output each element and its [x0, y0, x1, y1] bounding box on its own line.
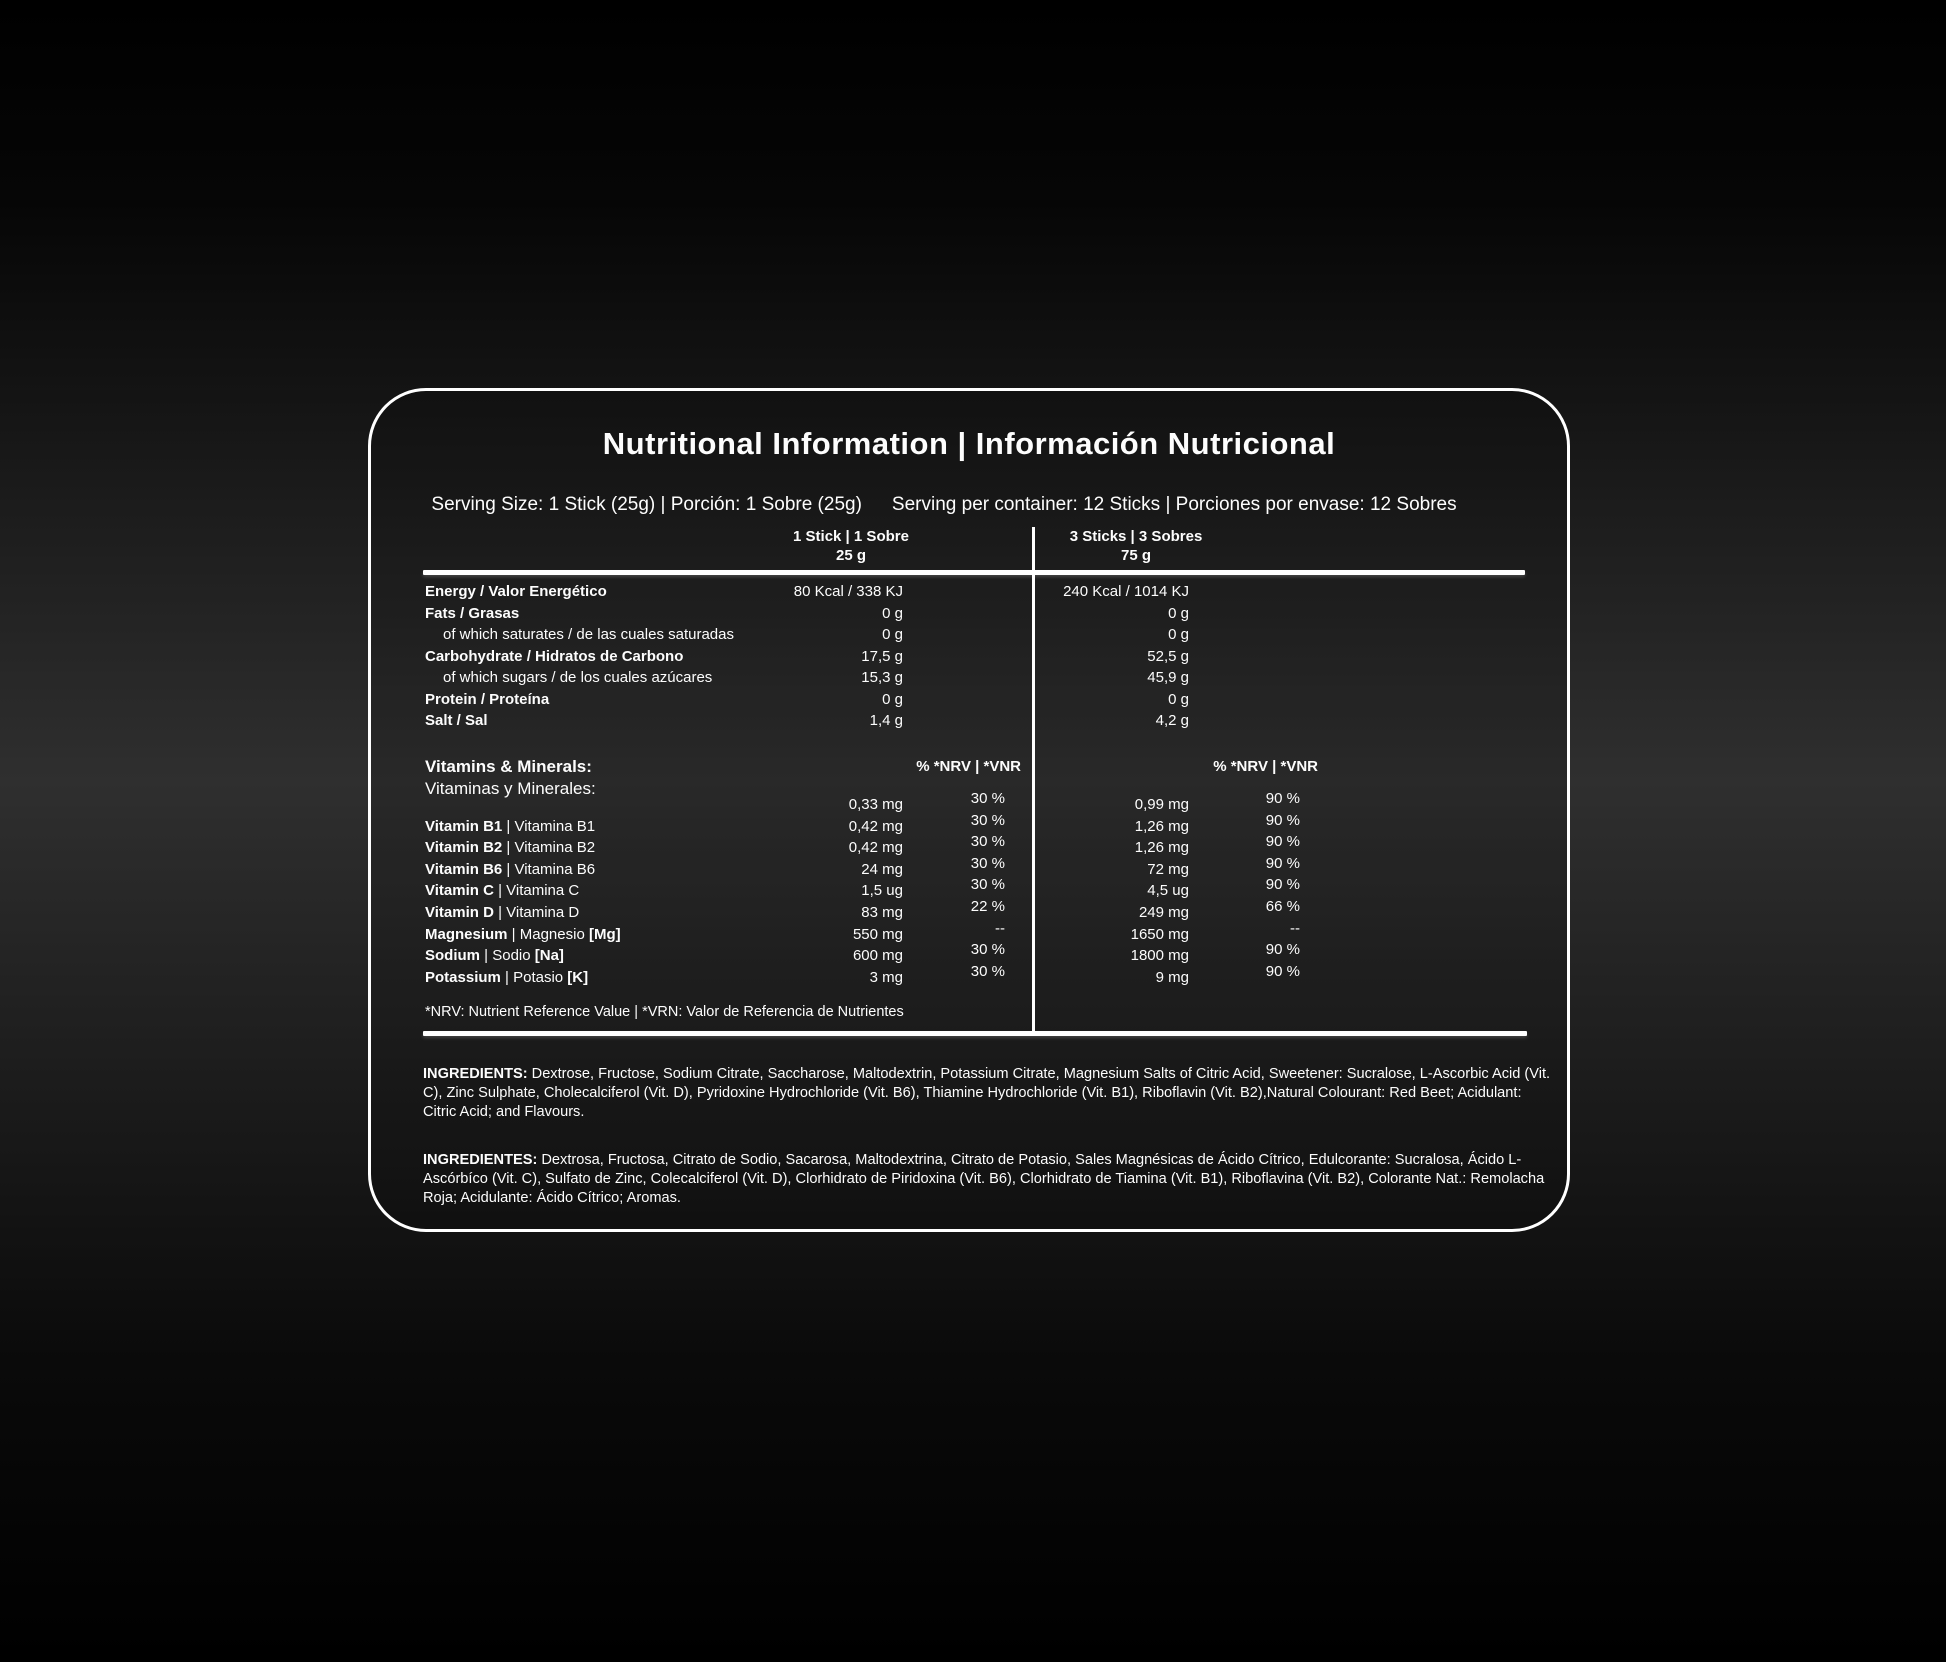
vitamin-label-es: | Sodio — [480, 947, 535, 964]
vitamins-minerals-heading-es: Vitaminas y Minerales: — [425, 779, 596, 798]
nutrient-label: Fats / Grasas — [425, 605, 520, 622]
nutrient-label: of which saturates / de las cuales saturadas — [443, 626, 734, 643]
nutrient-value-col1: 80 Kcal / 338 KJ — [793, 583, 903, 600]
vitamin-label-symbol: [Na] — [534, 947, 564, 964]
vitamin-nrv-col2: 90 % — [1265, 855, 1300, 872]
nrv-header-col2: % *NRV | *VNR — [1213, 758, 1318, 775]
vitamin-label-en: Vitamin D — [425, 904, 494, 921]
nrv-footnote: *NRV: Nutrient Reference Value | *VRN: Valor de Referencia de Nutrientes — [425, 1004, 904, 1020]
vitamin-label-es: | Magnesio — [507, 926, 589, 943]
nutrient-value-col2: 45,9 g — [1147, 669, 1189, 686]
vitamin-label-en: Vitamin B1 — [425, 818, 503, 835]
vitamin-label-en: Sodium — [425, 947, 480, 964]
column-header-2-title: 3 Sticks | 3 Sobres — [1069, 528, 1203, 545]
nutrient-label: of which sugars / de los cuales azúcares — [443, 669, 713, 686]
vitamin-nrv-col1: 22 % — [970, 898, 1005, 915]
ingredients-text-en: Dextrose, Fructose, Sodium Citrate, Saccharose, Maltodextrin, Potassium Citrate, Magnesium Salts of Citric Acid, Sweetener: Sucralose, L-Ascorbic Acid (Vit. C), Zinc Sulphate, Cholecalciferol (Vit. D), Pyridoxine Hydrochloride (Vit. B6), Thiamine Hydrochloride (Vit. B1), Riboflavin (Vit. B2),Natural Colourant: Red Beet; Acidulant: Citric Acid; and Flavours. — [423, 1065, 1551, 1121]
vitamins-minerals-heading-en: Vitamins & Minerals: — [425, 757, 592, 776]
vitamin-label — [425, 904, 579, 921]
nutrient-value-col1: 0 g — [882, 605, 903, 622]
nutrient-label: Energy / Valor Energético — [425, 583, 607, 600]
vitamin-amount-col1: 1,5 ug — [861, 882, 903, 899]
vitamin-nrv-col1: 30 % — [970, 812, 1005, 829]
vitamin-amount-col2: 9 mg — [1155, 969, 1189, 986]
vitamin-nrv-col2: 90 % — [1265, 790, 1300, 807]
vitamin-amount-col1: 0,42 mg — [848, 839, 903, 856]
vitamin-amount-col2: 4,5 ug — [1147, 882, 1189, 899]
panel-title: Nutritional Information | Información Nutricional — [602, 426, 1336, 461]
vitamin-label-es: | Vitamina B6 — [502, 861, 596, 878]
vitamin-amount-col1: 550 mg — [852, 926, 903, 943]
nutrient-value-col1: 1,4 g — [869, 712, 903, 729]
ingredients-paragraph-es — [423, 1151, 1551, 1209]
ingredients-label-es: INGREDIENTES: — [423, 1151, 538, 1168]
nutrient-label: Carbohydrate / Hidratos de Carbono — [425, 648, 684, 665]
nutrient-value-col1: 0 g — [882, 626, 903, 643]
vitamin-label-en: Vitamin B6 — [425, 861, 503, 878]
nutrient-label: Salt / Sal — [425, 712, 488, 729]
vitamin-nrv-col1: 30 % — [970, 833, 1005, 850]
nutrient-value-col1: 17,5 g — [861, 648, 903, 665]
vitamin-nrv-col1: 30 % — [970, 790, 1005, 807]
bottom-separator-rule — [423, 1031, 1527, 1036]
vitamin-nrv-col1: -- — [995, 920, 1005, 937]
vitamin-label-en: Vitamin C — [425, 882, 494, 899]
vitamin-amount-col1: 24 mg — [861, 861, 903, 878]
nutrition-facts-panel — [368, 388, 1570, 1232]
vitamin-nrv-col2: 66 % — [1265, 898, 1300, 915]
nutrient-value-col2: 52,5 g — [1147, 648, 1189, 665]
vitamin-nrv-col2: 90 % — [1265, 963, 1300, 980]
column-header-2-weight: 75 g — [1120, 547, 1151, 564]
vitamin-label-en: Potassium — [425, 969, 501, 986]
vitamin-amount-col1: 0,33 mg — [848, 796, 903, 813]
nutrient-value-col1: 15,3 g — [861, 669, 903, 686]
ingredients-text-es: Dextrosa, Fructosa, Citrato de Sodio, Sacarosa, Maltodextrina, Citrato de Potasio, Sales Magnésicas de Ácido Cítrico, Edulcorante: Sucralosa, Ácido L-Ascórbíco (Vit. C), Sulfato de Zinc, Colecalciferol (Vit. D), Clorhidrato de Piridoxina (Vit. B6), Clorhidrato de Tiamina (Vit. B1), Riboflavina (Vit. B2), Colorante Nat.: Remolacha Roja; Acidulante: Ácido Cítrico; Aromas. — [423, 1151, 1545, 1207]
column-header-3-sticks — [1026, 527, 1246, 565]
nutrient-row — [371, 691, 1567, 712]
vitamin-amount-col2: 0,99 mg — [1134, 796, 1189, 813]
nutrient-row — [371, 712, 1567, 733]
ingredients-label-en: INGREDIENTS: — [423, 1065, 528, 1082]
vitamin-label — [425, 839, 595, 856]
vitamin-amount-col2: 249 mg — [1138, 904, 1189, 921]
vitamin-amount-col2: 1,26 mg — [1134, 818, 1189, 835]
nrv-header-col1: % *NRV | *VNR — [916, 758, 1021, 775]
vitamin-label-symbol: [Mg] — [588, 926, 621, 943]
nutrient-value-col2: 4,2 g — [1155, 712, 1189, 729]
vitamin-label-en: Vitamin B2 — [425, 839, 503, 856]
vitamin-amount-col1: 600 mg — [852, 947, 903, 964]
vitamin-amount-col2: 72 mg — [1147, 861, 1189, 878]
vitamin-nrv-col1: 30 % — [970, 941, 1005, 958]
vitamin-amount-col2: 1650 mg — [1130, 926, 1189, 943]
vitamin-label — [425, 861, 595, 878]
vitamin-nrv-col1: 30 % — [970, 876, 1005, 893]
vitamin-nrv-col1: 30 % — [970, 855, 1005, 872]
vitamin-amount-col2: 1800 mg — [1130, 947, 1189, 964]
nutrient-row — [371, 669, 1567, 690]
serving-info-line — [371, 494, 1567, 516]
vitamin-nrv-col2: 90 % — [1265, 876, 1300, 893]
vitamin-label — [425, 882, 579, 899]
nutrient-label: Protein / Proteína — [425, 691, 550, 708]
nutrient-value-col2: 240 Kcal / 1014 KJ — [1063, 583, 1189, 600]
vitamin-label — [425, 926, 621, 943]
vitamin-label-es: | Vitamina B1 — [502, 818, 596, 835]
servings-per-container-text: Serving per container: 12 Sticks | Porciones por envase: 12 Sobres — [891, 494, 1457, 515]
vitamin-nrv-col2: 90 % — [1265, 833, 1300, 850]
vitamin-row — [371, 963, 1567, 990]
header-separator-rule — [423, 570, 1525, 575]
vitamin-label — [425, 818, 595, 835]
vitamin-label — [425, 947, 564, 964]
vitamin-amount-col1: 0,42 mg — [848, 818, 903, 835]
serving-size-text: Serving Size: 1 Stick (25g) | Porción: 1 Sobre (25g) — [431, 494, 862, 515]
nutrient-value-col2: 0 g — [1168, 605, 1189, 622]
nutrient-value-col2: 0 g — [1168, 626, 1189, 643]
vitamin-label-es: | Vitamina C — [493, 882, 580, 899]
nutrient-value-col2: 0 g — [1168, 691, 1189, 708]
nutrient-row — [371, 583, 1567, 604]
vitamin-label-symbol: [K] — [567, 969, 589, 986]
vitamin-nrv-col2: -- — [1290, 920, 1300, 937]
nutrient-row — [371, 648, 1567, 669]
vitamin-nrv-col2: 90 % — [1265, 941, 1300, 958]
column-header-1-weight: 25 g — [835, 547, 866, 564]
vitamin-label-es: | Vitamina B2 — [502, 839, 596, 856]
vitamin-amount-col2: 1,26 mg — [1134, 839, 1189, 856]
vitamin-label-es: | Potasio — [500, 969, 568, 986]
nutrient-row — [371, 605, 1567, 626]
vitamin-label-en: Magnesium — [425, 926, 508, 943]
column-header-1-title: 1 Stick | 1 Sobre — [793, 528, 909, 545]
vitamin-amount-col1: 3 mg — [869, 969, 903, 986]
vitamin-amount-col1: 83 mg — [861, 904, 903, 921]
vitamin-nrv-col2: 90 % — [1265, 812, 1300, 829]
vitamin-nrv-col1: 30 % — [970, 963, 1005, 980]
vitamin-label — [425, 969, 588, 986]
ingredients-paragraph-en — [423, 1065, 1551, 1123]
nutrient-value-col1: 0 g — [882, 691, 903, 708]
column-header-1-stick — [741, 527, 961, 565]
nutrient-row — [371, 626, 1567, 647]
vitamin-label-es: | Vitamina D — [493, 904, 580, 921]
